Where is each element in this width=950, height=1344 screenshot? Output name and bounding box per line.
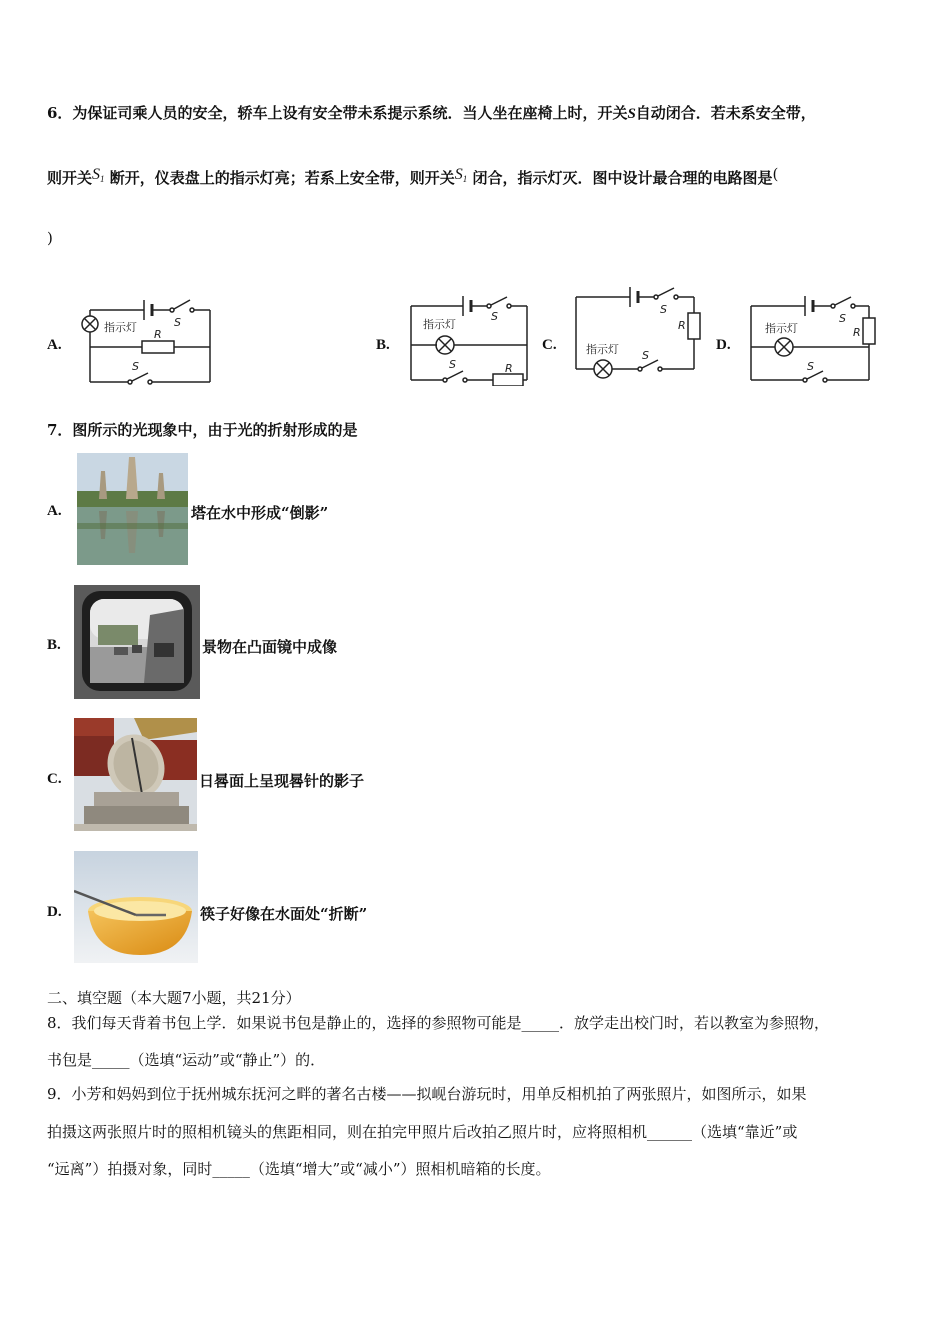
svg-text:S: S — [132, 360, 139, 373]
svg-text:S: S — [449, 358, 456, 371]
q6-option-b-label: B. — [376, 337, 390, 353]
q8-line1: 8．我们每天背着书包上学．如果说书包是静止的，选择的参照物可能是_____．放学走出校门时，若以教室为参照物， — [47, 1014, 830, 1032]
section-2-title: 二、填空题（本大题7小题，共21分） — [47, 989, 301, 1007]
lamp-label: 指示灯 — [104, 321, 137, 334]
q6-paren-close: ) — [47, 229, 53, 247]
q8-line2: 书包是_____（选填“运动”或“静止”）的． — [47, 1051, 326, 1069]
q6-line1: 6．为保证司乘人员的安全，轿车上设有安全带未系提示系统．当人坐在座椅上时，开关S自动闭合．若未系安全带， — [47, 104, 816, 122]
q6-line2: 则开关$S_1$ 断开，仪表盘上的指示灯亮；若系上安全带，则开关$S_1$ 闭合，指示灯灭．图中设计最合理的电路图是( — [47, 165, 779, 187]
svg-text:S: S — [807, 360, 814, 373]
q9-line3: “远离”）拍摄对象，同时_____（选填“增大”或“减小”）照相机暗箱的长度。 — [47, 1160, 551, 1178]
circuit-diagram-d — [745, 290, 880, 386]
q9-line2: 拍摄这两张照片时的照相机镜头的焦距相同，则在拍完甲照片后改拍乙照片时，应将照相机______（选填“靠近”或 — [47, 1123, 798, 1141]
svg-text:S: S — [642, 349, 649, 362]
chopstick-bowl-image — [74, 851, 198, 963]
q7-option-c-caption: 日晷面上呈现晷针的影子 — [199, 772, 365, 790]
svg-text:S: S — [174, 316, 181, 329]
q6-option-c-label: C. — [542, 337, 557, 353]
svg-text:指示灯: 指示灯 — [765, 322, 798, 335]
svg-text:S: S — [491, 310, 498, 323]
q7-option-c-label: C. — [47, 771, 62, 787]
svg-text:指示灯: 指示灯 — [423, 318, 456, 331]
q7-option-d-label: D. — [47, 904, 62, 920]
circuit-diagram-b — [405, 290, 533, 386]
switch-s1-symbol: $S_1$ — [92, 166, 105, 184]
switch-s1-symbol: $S_1$ — [454, 166, 468, 184]
q7-option-a-caption: 塔在水中形成“倒影” — [191, 504, 329, 522]
q7-option-d-caption: 筷子好像在水面处“折断” — [200, 905, 368, 923]
svg-text:R: R — [505, 362, 513, 375]
q6-option-d-label: D. — [716, 337, 731, 353]
convex-mirror-image — [74, 585, 200, 699]
q7-option-b-caption: 景物在凸面镜中成像 — [202, 638, 338, 656]
svg-text:R: R — [853, 326, 861, 339]
q6-option-a-label: A. — [47, 337, 62, 353]
q9-line1: 9．小芳和妈妈到位于抚州城东抚河之畔的著名古楼——拟岘台游玩时，用单反相机拍了两张照片，如图所示，如果 — [47, 1085, 807, 1103]
q7-option-a-label: A. — [47, 503, 62, 519]
svg-text:R: R — [678, 319, 686, 332]
svg-text:R: R — [154, 328, 162, 341]
q7-title: 7．图所示的光现象中，由于光的折射形成的是 — [47, 421, 358, 439]
svg-text:指示灯: 指示灯 — [586, 343, 619, 356]
switch-s-symbol: S — [627, 106, 636, 122]
circuit-diagram-c — [570, 283, 705, 383]
svg-text:S: S — [839, 312, 846, 325]
pagoda-reflection-image — [77, 453, 188, 565]
circuit-diagram-a — [72, 290, 217, 388]
q7-option-b-label: B. — [47, 637, 61, 653]
svg-text:S: S — [660, 303, 667, 316]
sundial-image — [74, 718, 197, 831]
